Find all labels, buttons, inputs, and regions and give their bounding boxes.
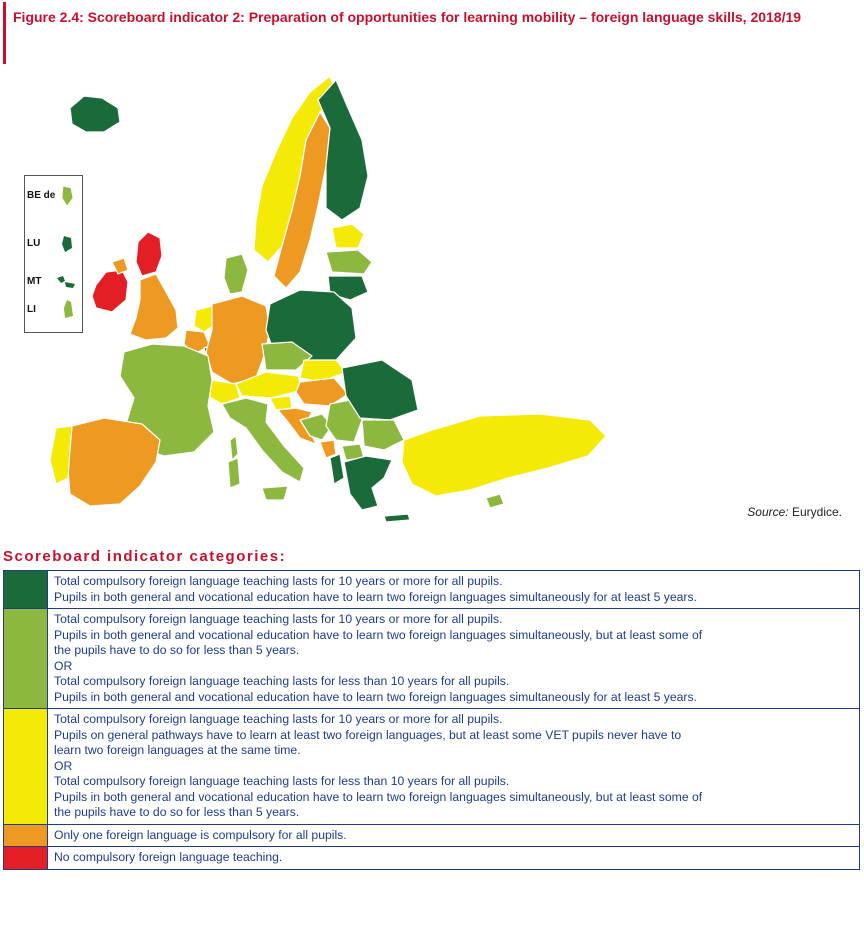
region-latvia: [326, 250, 372, 274]
legend-description: [48, 571, 860, 609]
inset-label-li: LI: [27, 304, 36, 315]
legend-row: [4, 847, 860, 870]
region-cyprus: [486, 494, 504, 508]
legend-line: No compulsory foreign language teaching.: [54, 850, 283, 864]
region-spain: [68, 418, 160, 506]
region-estonia: [332, 224, 364, 248]
inset-shape-lu: [59, 234, 75, 254]
region-ireland: [92, 270, 128, 312]
legend-line: Total compulsory foreign language teaching lasts for 10 years or more for all pupils.: [54, 574, 503, 588]
legend-line: Total compulsory foreign language teaching lasts for less than 10 years for all pupils.: [54, 774, 510, 788]
europe-map: [0, 66, 864, 536]
legend-line: Pupils on general pathways have to learn at least two foreign languages, but at least some VET pupils never have to: [54, 727, 682, 742]
legend-swatch: [4, 847, 48, 870]
inset-label-be-de: BE de: [27, 190, 56, 201]
legend-row: [4, 824, 860, 847]
legend-line: learn two foreign languages at the same time.: [54, 743, 301, 757]
region-sardinia: [228, 458, 240, 488]
region-turkey: [402, 414, 606, 496]
legend-description: [48, 609, 860, 709]
inset-shape-mt: [55, 274, 77, 290]
inset-label-mt: MT: [27, 276, 42, 287]
region-albania: [330, 454, 344, 484]
legend-line: the pupils have to do so for less than 5 years.: [54, 643, 300, 657]
legend-row: [4, 609, 860, 709]
legend-row: [4, 571, 860, 609]
region-slovenia: [270, 396, 292, 410]
inset-box: [24, 175, 83, 333]
legend-line: Total compulsory foreign language teaching lasts for less than 10 years for all pupils.: [54, 674, 510, 688]
legend-line: Total compulsory foreign language teaching lasts for 10 years or more for all pupils.: [54, 612, 503, 626]
legend-line: Pupils in both general and vocational education have to learn two foreign languages simultaneously for at least 5 years.: [54, 689, 697, 704]
legend-description: [48, 824, 860, 847]
region-iceland: [70, 96, 120, 132]
region-sicily: [262, 486, 288, 500]
source-note: [747, 505, 842, 519]
inset-label-lu: LU: [27, 238, 41, 249]
legend-swatch: [4, 709, 48, 825]
legend-description: [48, 847, 860, 870]
region-england: [130, 274, 178, 340]
region-montenegro: [320, 440, 336, 458]
legend-heading: Scoreboard indicator categories:: [3, 548, 287, 565]
legend-line: Only one foreign language is compulsory for all pupils.: [54, 827, 347, 842]
legend-line: OR: [54, 658, 73, 673]
region-denmark: [224, 254, 248, 294]
legend-line: OR: [54, 758, 73, 773]
legend-swatch: [4, 571, 48, 609]
source-label: Source:: [747, 505, 789, 519]
source-value: Eurydice.: [791, 505, 842, 519]
inset-shape-li: [61, 298, 77, 322]
legend-table: [3, 570, 860, 870]
legend-line: Total compulsory foreign language teaching lasts for 10 years or more for all pupils.: [54, 712, 503, 726]
region-bulgaria: [362, 420, 404, 450]
legend-line: Pupils in both general and vocational education have to learn two foreign languages simultaneously, but at least some of: [54, 789, 703, 804]
region-corsica: [230, 436, 238, 460]
region-greece: [344, 456, 392, 510]
legend-swatch: [4, 609, 48, 709]
region-portugal: [50, 426, 72, 484]
legend-line: the pupils have to do so for less than 5 years.: [54, 805, 300, 819]
legend-line: Pupils in both general and vocational education have to learn two foreign languages simultaneously for at least 5 years.: [54, 589, 697, 604]
title-accent-bar: [3, 2, 6, 64]
region-scotland: [136, 232, 162, 276]
region-germany: [206, 296, 270, 384]
legend-row: [4, 709, 860, 825]
legend-swatch: [4, 824, 48, 847]
inset-shape-be-de: [59, 184, 77, 208]
region-crete: [384, 514, 410, 522]
figure-title: Figure 2.4: Scoreboard indicator 2: Preparation of opportunities for learning mobility – foreign language skills, 2018/19: [13, 9, 802, 25]
legend-line: Pupils in both general and vocational education have to learn two foreign languages simultaneously, but at least some of: [54, 627, 703, 642]
legend-description: [48, 709, 860, 825]
